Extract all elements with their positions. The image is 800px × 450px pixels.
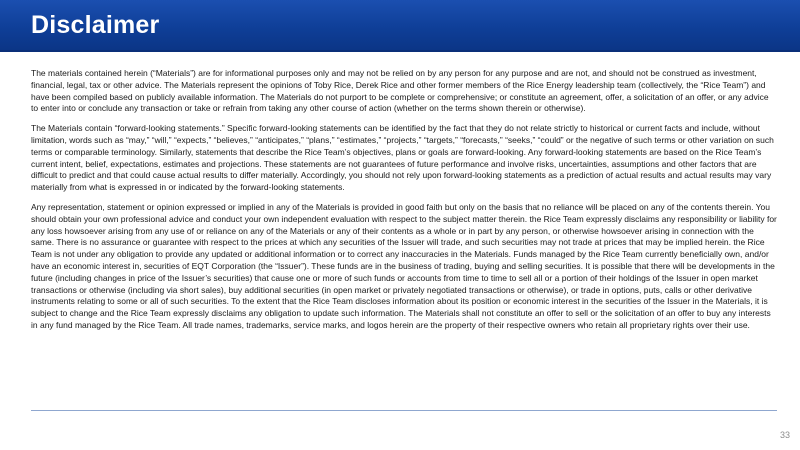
footer-divider — [31, 410, 777, 411]
page-title: Disclaimer — [31, 11, 160, 39]
disclaimer-body — [31, 68, 777, 340]
page-number: 33 — [779, 430, 790, 440]
header-bar — [0, 0, 800, 52]
disclaimer-paragraph-materials: The materials contained herein (“Materials”) are for informational purposes only and may not be relied on by any person for any purpose and are not, and should not be construed as investment, financial, legal, tax or other advice. The Materials represent the opinions of Toby Rice, Derek Rice and other former members of the Rice Energy leadership team (collectively, the “Rice Team”) and have been compiled based on publicly available information. The Materials do not purport to be complete or comprehensive; or constitute an agreement, offer, a solicitation of an offer, or any advice to enter into or conclude any transaction or take or refrain from taking any other course of action (whether on the terms shown therein or otherwise). — [31, 68, 769, 114]
disclaimer-paragraph-representation: Any representation, statement or opinion expressed or implied in any of the Materials is provided in good faith but only on the basis that no reliance will be placed on any of the contents therein. You should obtain your own professional advice and conduct your own independent evaluation with respect to the subject matter therein. the Rice Team expressly disclaims any responsibility or liability for any loss howsoever arising from any use of or reliance on any of the Materials or any of their contents as a whole or in part by any person, or otherwise howsoever arising in connection with the same. There is no assurance or guarantee with respect to the prices at which any securities of the Issuer will trade, and such securities may not trade at prices that may be implied herein. the Rice Team is not under any obligation to provide any updated or additional information or to correct any inaccuracies in the Materials. Funds managed by the Rice Team currently beneficially own, and/or have an economic interest in, securities of EQT Corporation (the “Issuer”). These funds are in the business of trading, buying and selling securities. It is possible that there will be developments in the future (including changes in price of the Issuer’s securities) that cause one or more of such funds or accounts from time to time to sell all or a portion of their holdings of the Issuer in open market transactions or otherwise (including via short sales), buy additional securities (in open market or privately negotiated transactions or otherwise), or trade in options, puts, calls or other derivative instruments relating to some or all of such securities. To the extent that the Rice Team discloses information about its position or economic interest in the securities of the Issuer in the Materials, it is subject to change and the Rice Team expressly disclaims any obligation to update such information. The Materials shall not constitute an offer to sell or the solicitation of an offer to buy any interests in any fund managed by the Rice Team. All trade names, trademarks, service marks, and logos herein are the property of their respective owners who retain all proprietary rights over their use. — [31, 201, 777, 330]
disclaimer-paragraph-forward-looking: The Materials contain “forward-looking statements.” Specific forward-looking statements can be identified by the fact that they do not relate strictly to historical or current facts and include, without limitation, words such as “may,” “will,” “expects,” “believes,” “anticipates,” “plans,” “estimates,” “projects,” “targets,” “forecasts,” “seeks,” “could” or the negative of such terms or other variation on such terms or comparable terminology. Similarly, statements that describe the Rice Team’s objectives, plans or goals are forward-looking. Any forward-looking statements are based on the Rice Team’s current intent, belief, expectations, estimates and projections. These statements are not guarantees of future performance and involve risks, uncertainties, assumptions and other factors that are difficult to predict and that could cause actual results to differ materially. Accordingly, you should not rely upon forward-looking statements as a prediction of actual results and actual results may vary materially from what is expressed in or indicated by the forward-looking statements. — [31, 123, 774, 193]
